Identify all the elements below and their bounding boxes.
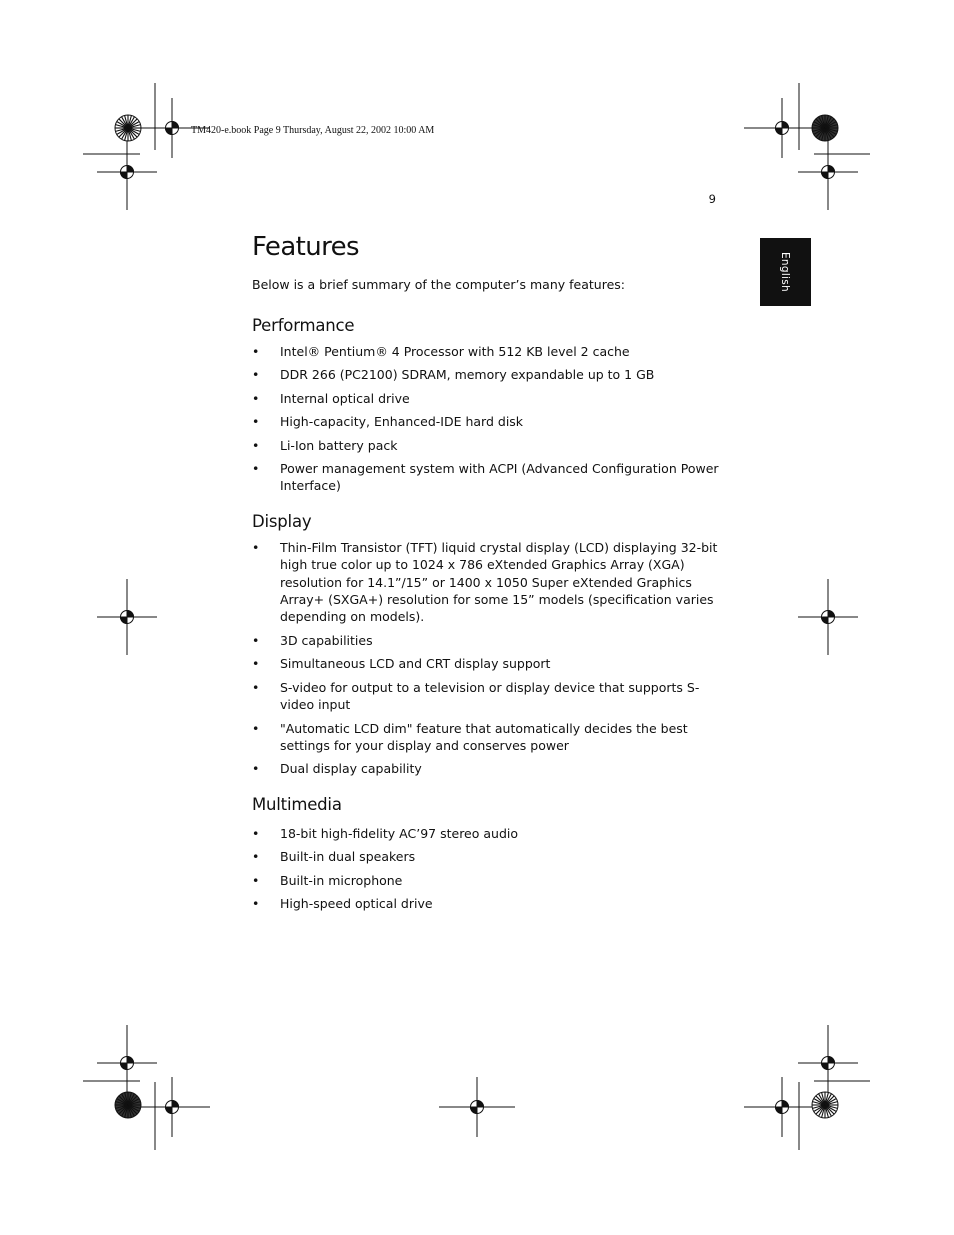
list-item: • Thin-Film Transistor (TFT) liquid crystal display (LCD) displaying 32-bit high true color up to 1024 x 786 eXtended Graphics Array (XGA) resolution for 14.1”/15” or 1400 x 1050 Super eXtended Graphics Array+ (SXGA+) resolution for some 15” models (specification varies depending on models).: [252, 539, 722, 626]
list-item: • 3D capabilities: [252, 632, 722, 649]
list-item: • Li-Ion battery pack: [252, 437, 722, 454]
language-tab-label: English: [779, 251, 792, 293]
list-item: • Internal optical drive: [252, 390, 722, 407]
print-header-line: TM420-e.book Page 9 Thursday, August 22, 2002 10:00 AM: [191, 125, 435, 136]
section-performance: [252, 315, 722, 495]
feature-list: [252, 343, 722, 495]
section-multimedia: [252, 794, 722, 913]
list-item: • High-capacity, Enhanced-IDE hard disk: [252, 413, 722, 430]
list-item: • Intel® Pentium® 4 Processor with 512 KB level 2 cache: [252, 343, 722, 360]
feature-list: [252, 825, 722, 913]
list-item: • Built-in dual speakers: [252, 848, 722, 865]
list-item: • 18-bit high-fidelity AC’97 stereo audio: [252, 825, 722, 842]
section-display: [252, 511, 722, 778]
list-item: • DDR 266 (PC2100) SDRAM, memory expandable up to 1 GB: [252, 366, 722, 383]
section-heading: Performance: [252, 316, 355, 335]
list-item: • Power management system with ACPI (Advanced Configuration Power Interface): [252, 460, 722, 495]
section-heading: Display: [252, 511, 312, 531]
main-content: [252, 229, 722, 918]
list-item: • "Automatic LCD dim" feature that automatically decides the best settings for your display and conserves power: [252, 720, 722, 755]
feature-list: [252, 539, 722, 778]
list-item: • Simultaneous LCD and CRT display support: [252, 655, 722, 672]
page-title: Features: [252, 232, 359, 262]
list-item: • High-speed optical drive: [252, 895, 722, 912]
list-item: • Dual display capability: [252, 760, 722, 777]
page-number: 9: [708, 192, 716, 206]
intro-text: Below is a brief summary of the computer’s many features:: [252, 277, 625, 292]
list-item: • S-video for output to a television or display device that supports S-video input: [252, 679, 722, 714]
section-heading: Multimedia: [252, 794, 342, 814]
language-tab: [760, 238, 811, 306]
list-item: • Built-in microphone: [252, 872, 722, 889]
